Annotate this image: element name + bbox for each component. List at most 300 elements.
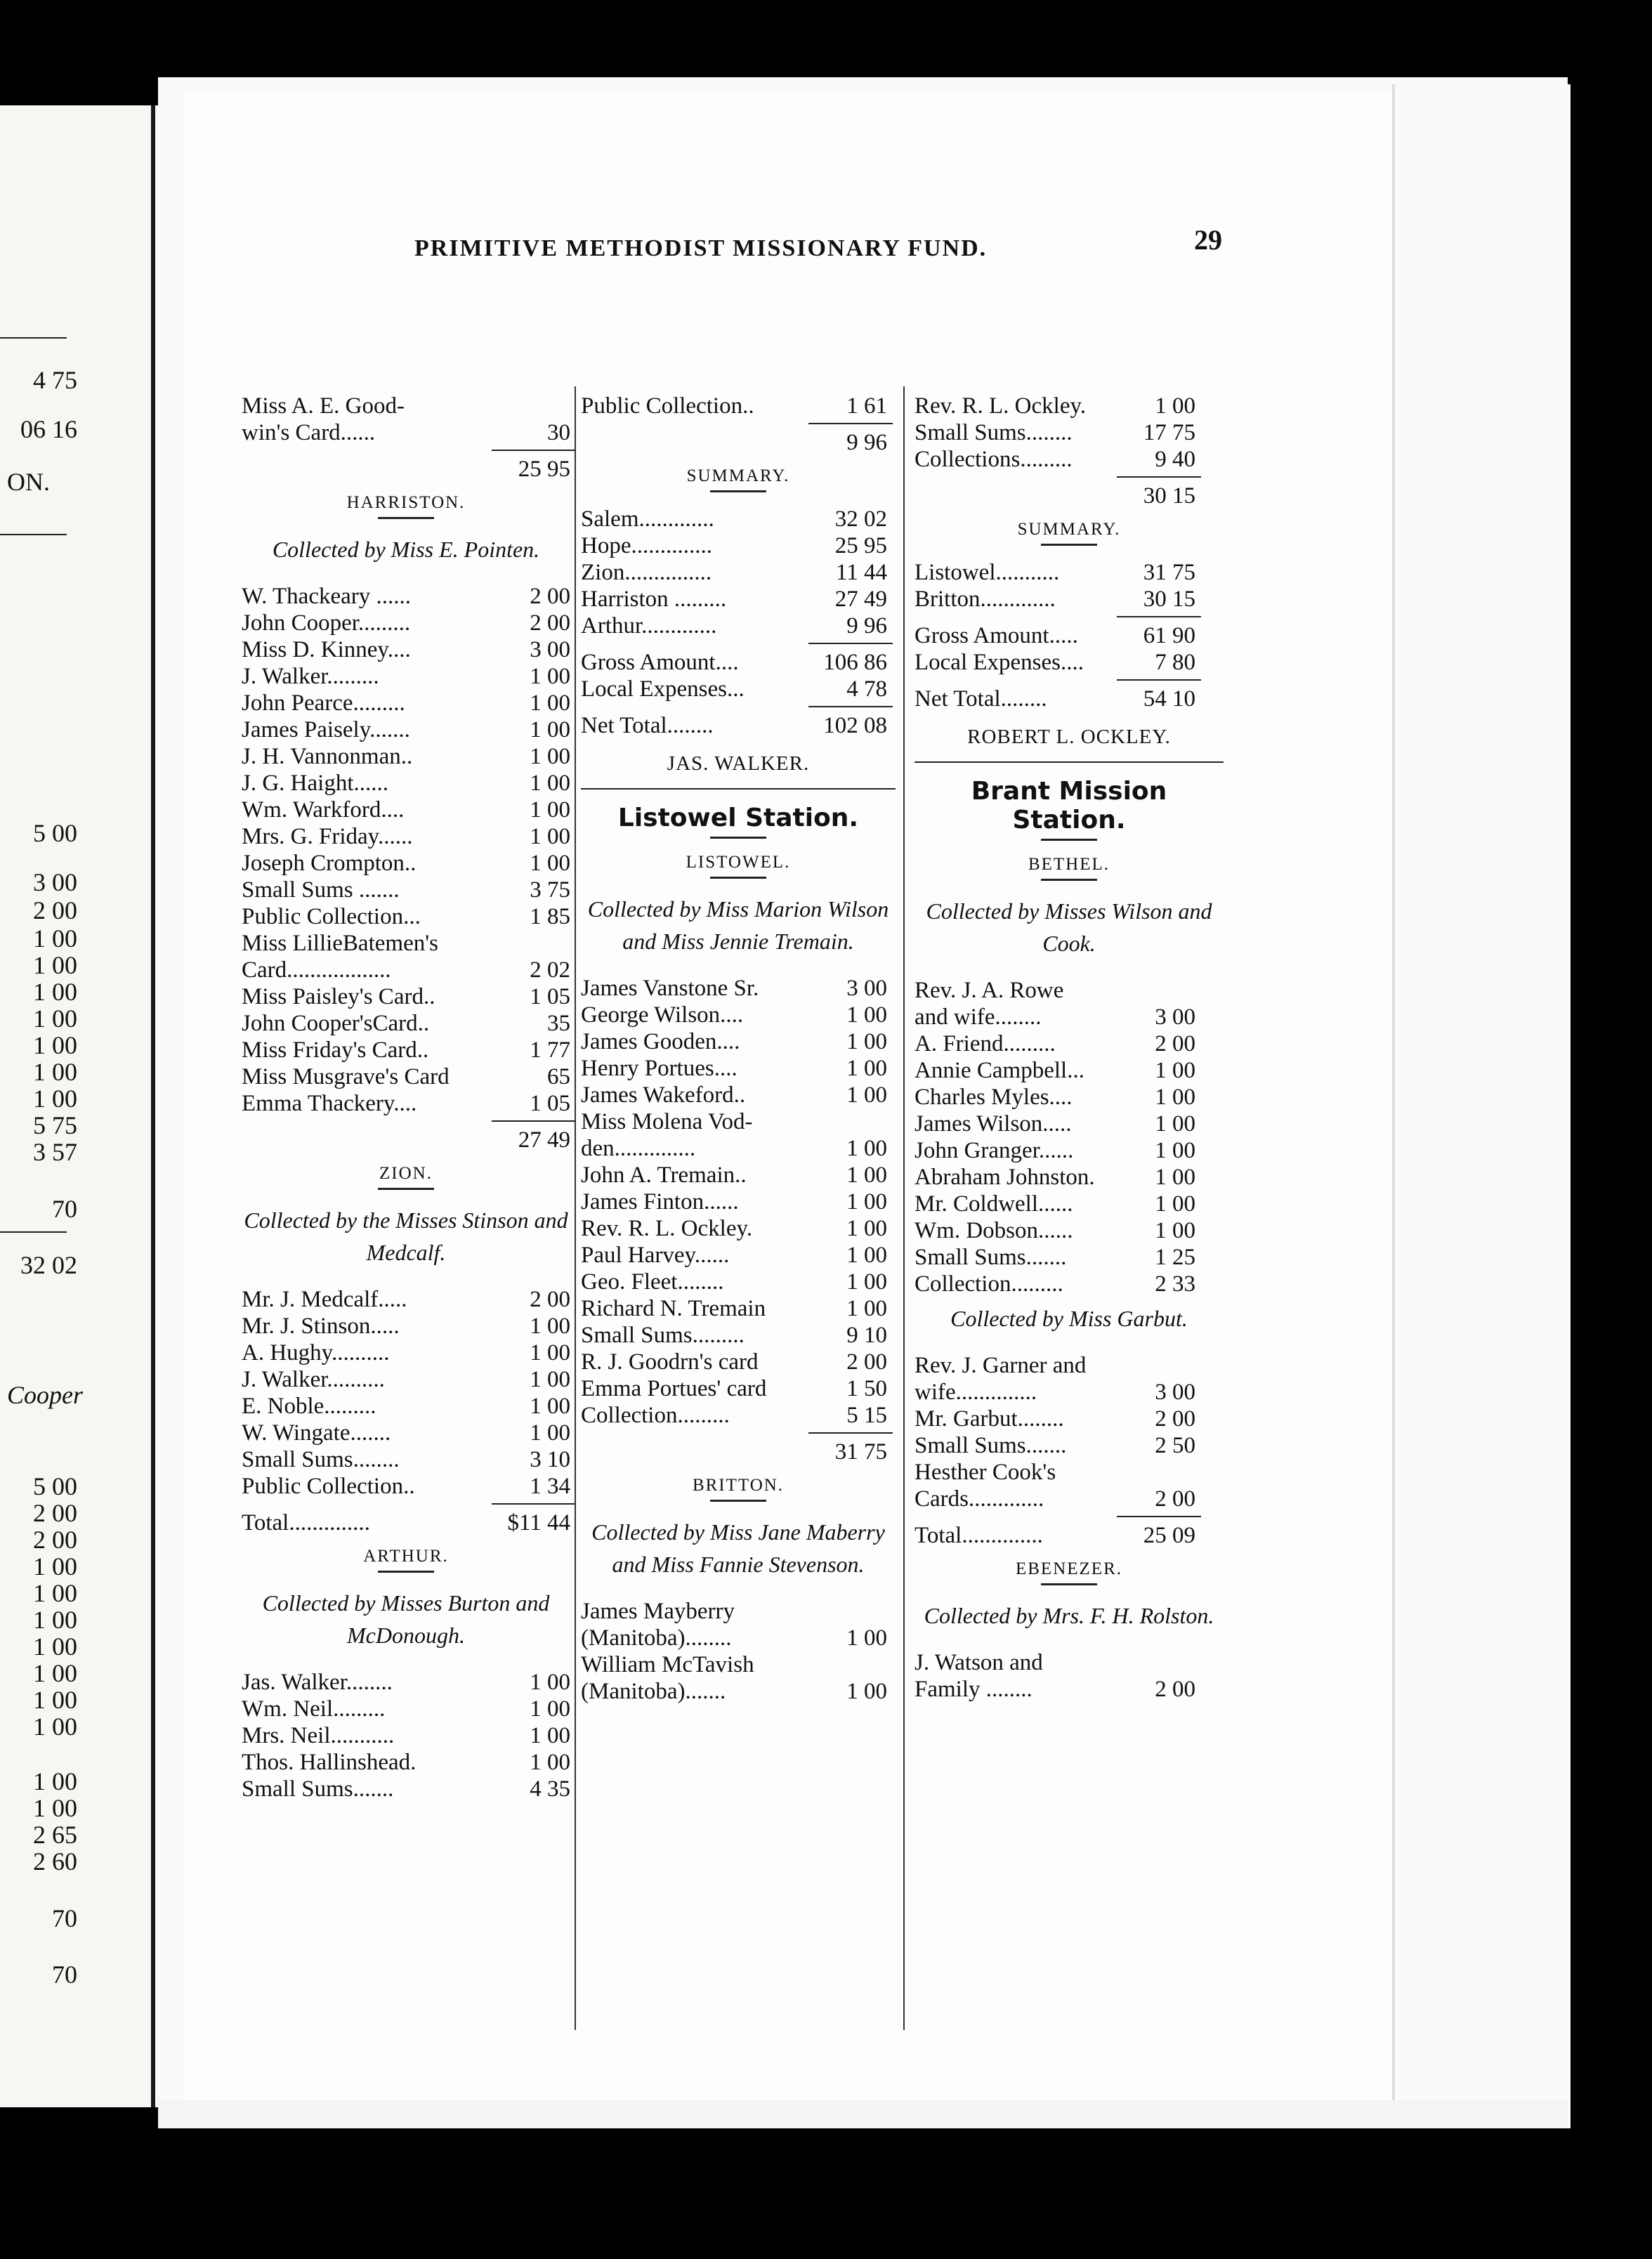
entry-name: Britton............. bbox=[914, 587, 1056, 612]
ledger-row bbox=[242, 393, 570, 420]
left-page-text: 1 00 bbox=[33, 978, 77, 1006]
ledger-row bbox=[242, 664, 570, 690]
entry-name: James Vanstone Sr. bbox=[581, 976, 759, 1001]
ledger-row bbox=[581, 430, 896, 457]
section-heading: EBENEZER. bbox=[1015, 1559, 1122, 1578]
entry-amount: 1 00 bbox=[530, 664, 570, 689]
entry-name: Listowel........... bbox=[914, 560, 1060, 585]
ledger-row bbox=[242, 1367, 570, 1394]
entry-amount: 1 00 bbox=[846, 1189, 887, 1214]
collector-note: Collected by Mrs. F. H. Rolston. bbox=[924, 1603, 1214, 1628]
ledger-row bbox=[581, 1136, 896, 1163]
sum-rule bbox=[914, 473, 1224, 483]
entry-amount: 3 10 bbox=[530, 1447, 570, 1472]
heading-rule bbox=[1041, 1583, 1097, 1585]
left-page-text: 06 16 bbox=[20, 415, 77, 443]
ledger-row bbox=[914, 420, 1224, 447]
ledger-row bbox=[242, 1670, 570, 1696]
ledger-row bbox=[242, 1723, 570, 1750]
ledger-row bbox=[581, 1652, 896, 1679]
entry-name: Total.............. bbox=[914, 1523, 1043, 1548]
ledger-row bbox=[242, 1394, 570, 1420]
entry-name: George Wilson.... bbox=[581, 1002, 744, 1028]
ledger-row bbox=[581, 1002, 896, 1029]
entry-amount: 30 bbox=[547, 420, 570, 445]
entry-name: Arthur............. bbox=[581, 613, 717, 639]
ledger-row bbox=[914, 1486, 1224, 1513]
entry-amount: 1 00 bbox=[530, 1367, 570, 1392]
entry-name: James Gooden.... bbox=[581, 1029, 740, 1054]
entry-amount: 1 00 bbox=[846, 1002, 887, 1028]
entry-name: (Manitoba)....... bbox=[581, 1679, 726, 1704]
entry-amount: 3 00 bbox=[1155, 1004, 1195, 1030]
ledger-row bbox=[242, 744, 570, 771]
entry-name: R. J. Goodrn's card bbox=[581, 1349, 759, 1375]
ledger-row bbox=[581, 1296, 896, 1323]
left-page-text: 1 00 bbox=[33, 1552, 77, 1580]
ledger-row bbox=[581, 1349, 896, 1376]
entry-amount: 30 15 bbox=[1143, 587, 1195, 612]
entry-amount: 1 00 bbox=[1155, 1058, 1195, 1083]
entry-amount: 1 00 bbox=[1155, 1191, 1195, 1217]
entry-amount: 17 75 bbox=[1143, 420, 1195, 445]
entry-name: Emma Thackery.... bbox=[242, 1091, 417, 1116]
section-heading: SUMMARY. bbox=[686, 466, 790, 485]
ledger-row bbox=[581, 1189, 896, 1216]
ledger-row bbox=[914, 1218, 1224, 1245]
entry-amount: 31 75 bbox=[834, 1439, 887, 1465]
entry-name: Mr. J. Stinson..... bbox=[242, 1314, 400, 1339]
left-page-text: ON. bbox=[7, 468, 50, 496]
entry-amount: 1 00 bbox=[530, 771, 570, 796]
entry-amount: 25 95 bbox=[518, 457, 570, 482]
entry-name: Miss Musgrave's Card bbox=[242, 1064, 450, 1089]
ledger-row bbox=[242, 1011, 570, 1037]
ledger-row bbox=[581, 393, 896, 420]
entry-name: Public Collection.. bbox=[581, 393, 754, 419]
ledger-row bbox=[914, 978, 1224, 1004]
entry-name: John A. Tremain.. bbox=[581, 1163, 747, 1188]
section-divider bbox=[581, 788, 896, 790]
entry-amount: 32 02 bbox=[834, 506, 887, 532]
ledger-row bbox=[242, 824, 570, 851]
ledger-row bbox=[914, 483, 1224, 510]
left-page-text: 1 00 bbox=[33, 1686, 77, 1714]
collector-note: Collected by Misses Wilson and Cook. bbox=[926, 898, 1212, 956]
entry-amount: 1 61 bbox=[846, 393, 887, 419]
left-page-text: 1 00 bbox=[33, 1004, 77, 1033]
left-page-text: 1 00 bbox=[33, 1031, 77, 1059]
ledger-row bbox=[242, 1696, 570, 1723]
entry-amount: 102 08 bbox=[823, 713, 887, 738]
entry-name: Collection......... bbox=[914, 1271, 1063, 1297]
entry-name: James Finton...... bbox=[581, 1189, 739, 1214]
sum-rule bbox=[581, 420, 896, 430]
column-middle bbox=[581, 393, 896, 1705]
left-page-text: 70 bbox=[52, 1195, 77, 1223]
entry-name: Henry Portues.... bbox=[581, 1056, 738, 1081]
entry-name: Wm. Dobson...... bbox=[914, 1218, 1073, 1243]
ledger-row bbox=[242, 797, 570, 824]
entry-amount: 1 00 bbox=[530, 1314, 570, 1339]
collector-note: Collected by Miss Jane Maberry and Miss Fannie Stevenson. bbox=[591, 1519, 885, 1577]
entry-name: James Wakeford.. bbox=[581, 1082, 746, 1108]
entry-amount: 1 00 bbox=[846, 1136, 887, 1161]
ledger-row bbox=[242, 1091, 570, 1118]
entry-name: William McTavish bbox=[581, 1652, 754, 1677]
entry-amount: 9 40 bbox=[1155, 447, 1195, 472]
entry-name: Public Collection.. bbox=[242, 1474, 415, 1499]
ledger-row bbox=[581, 613, 896, 640]
entry-name: Card.................. bbox=[242, 957, 391, 983]
left-page-text: 1 00 bbox=[33, 1713, 77, 1741]
entry-amount: 5 15 bbox=[846, 1403, 887, 1428]
entry-amount: $11 44 bbox=[507, 1510, 570, 1536]
ledger-row bbox=[581, 976, 896, 1002]
ledger-row bbox=[242, 1776, 570, 1803]
entry-amount: 2 00 bbox=[530, 1287, 570, 1312]
left-page-text: 4 75 bbox=[33, 366, 77, 394]
entry-amount: 54 10 bbox=[1143, 686, 1195, 712]
ledger-row bbox=[242, 931, 570, 957]
entry-name: Mr. J. Medcalf..... bbox=[242, 1287, 407, 1312]
ledger-row bbox=[914, 1085, 1224, 1111]
ledger-row bbox=[914, 447, 1224, 473]
entry-name: Public Collection... bbox=[242, 904, 421, 929]
entry-name: Rev. R. L. Ockley. bbox=[581, 1216, 753, 1241]
entry-name: Richard N. Tremain bbox=[581, 1296, 766, 1321]
entry-name: E. Noble......... bbox=[242, 1394, 376, 1419]
ledger-row bbox=[914, 650, 1224, 676]
entry-name: Mr. Garbut........ bbox=[914, 1406, 1064, 1432]
entry-name: Miss D. Kinney.... bbox=[242, 637, 411, 662]
entry-name: Small Sums......... bbox=[581, 1323, 745, 1348]
left-page-text: 1 00 bbox=[33, 924, 77, 952]
entry-amount: 106 86 bbox=[823, 650, 887, 675]
entry-amount: 35 bbox=[547, 1011, 570, 1036]
entry-name: Mr. Coldwell...... bbox=[914, 1191, 1073, 1217]
ledger-row bbox=[242, 457, 570, 483]
entry-name: win's Card...... bbox=[242, 420, 376, 445]
ledger-row bbox=[581, 1163, 896, 1189]
heading-rule bbox=[1041, 544, 1097, 546]
ledger-row bbox=[242, 984, 570, 1011]
ledger-row bbox=[914, 623, 1224, 650]
entry-amount: 2 50 bbox=[1155, 1433, 1195, 1458]
left-page-text: 2 60 bbox=[33, 1847, 77, 1875]
left-page-text: Cooper bbox=[7, 1381, 83, 1409]
station-heading: Listowel Station. bbox=[617, 804, 859, 832]
collector-note: Collected by Miss E. Pointen. bbox=[272, 537, 540, 562]
ledger-row bbox=[242, 1447, 570, 1474]
ledger-row bbox=[242, 904, 570, 931]
entry-name: wife.............. bbox=[914, 1380, 1037, 1405]
heading-rule bbox=[1041, 839, 1097, 841]
signature: ROBERT L. OCKLEY. bbox=[967, 726, 1171, 748]
ledger-row bbox=[914, 1406, 1224, 1433]
entry-name: Harriston ......... bbox=[581, 587, 727, 612]
entry-amount: 1 00 bbox=[846, 1679, 887, 1704]
ledger-row bbox=[581, 1109, 896, 1136]
heading-rule bbox=[1041, 879, 1097, 881]
entry-amount: 1 00 bbox=[530, 1394, 570, 1419]
entry-name: Local Expenses... bbox=[581, 676, 745, 702]
section-heading: ARTHUR. bbox=[363, 1547, 449, 1566]
section-heading: LISTOWEL. bbox=[686, 853, 791, 872]
collector-note: Collected by Miss Garbut. bbox=[950, 1306, 1188, 1331]
entry-name: den.............. bbox=[581, 1136, 696, 1161]
left-rule bbox=[0, 534, 67, 535]
entry-amount: 1 00 bbox=[530, 744, 570, 769]
ledger-row bbox=[581, 560, 896, 587]
ledger-row bbox=[581, 1599, 896, 1625]
cover-edge-bottom bbox=[158, 2100, 1568, 2128]
entry-amount: 1 85 bbox=[530, 904, 570, 929]
left-page-text: 1 00 bbox=[33, 1058, 77, 1086]
entry-amount: 27 49 bbox=[518, 1127, 570, 1153]
entry-amount: 25 09 bbox=[1143, 1523, 1195, 1548]
entry-name: Rev. R. L. Ockley. bbox=[914, 393, 1087, 419]
sum-rule bbox=[581, 703, 896, 713]
ledger-row bbox=[242, 957, 570, 984]
left-page-text: 1 00 bbox=[33, 1794, 77, 1822]
entry-amount: 1 00 bbox=[530, 1696, 570, 1722]
entry-amount: 1 00 bbox=[530, 824, 570, 849]
column-right bbox=[914, 393, 1224, 1703]
entry-amount: 3 75 bbox=[530, 877, 570, 903]
ledger-row bbox=[581, 533, 896, 560]
entry-name: Small Sums....... bbox=[914, 1433, 1067, 1458]
sum-rule bbox=[242, 1118, 570, 1127]
left-page-text: 2 00 bbox=[33, 1526, 77, 1554]
ledger-row bbox=[242, 717, 570, 744]
entry-name: Rev. J. Garner and bbox=[914, 1353, 1087, 1378]
entry-amount: 1 00 bbox=[846, 1029, 887, 1054]
ledger-row bbox=[581, 1625, 896, 1652]
heading-rule bbox=[710, 1500, 766, 1502]
ledger-row bbox=[581, 713, 896, 740]
ledger-row bbox=[242, 1037, 570, 1064]
entry-name: Abraham Johnston. bbox=[914, 1165, 1095, 1190]
ledger-row bbox=[581, 1029, 896, 1056]
entry-name: John Cooper......... bbox=[242, 610, 411, 636]
left-page-text: 70 bbox=[52, 1960, 77, 1989]
entry-amount: 1 34 bbox=[530, 1474, 570, 1499]
entry-amount: 65 bbox=[547, 1064, 570, 1089]
entry-name: W. Thackeary ...... bbox=[242, 584, 412, 609]
ledger-row bbox=[242, 1750, 570, 1776]
entry-name: James Mayberry bbox=[581, 1599, 735, 1624]
left-page-edge bbox=[0, 105, 151, 2107]
ledger-row bbox=[914, 1138, 1224, 1165]
entry-amount: 3 00 bbox=[530, 637, 570, 662]
ledger-row bbox=[914, 1650, 1224, 1677]
left-page-text: 1 00 bbox=[33, 1606, 77, 1634]
left-page-text: 5 00 bbox=[33, 819, 77, 847]
entry-name: Hesther Cook's bbox=[914, 1460, 1056, 1485]
ledger-row bbox=[914, 1245, 1224, 1271]
entry-amount: 9 10 bbox=[846, 1323, 887, 1348]
entry-name: Gross Amount..... bbox=[914, 623, 1078, 648]
entry-name: J. Walker......... bbox=[242, 664, 379, 689]
ledger-row bbox=[242, 1064, 570, 1091]
left-page-text: 1 00 bbox=[33, 1659, 77, 1687]
ledger-row bbox=[914, 587, 1224, 613]
left-rule bbox=[0, 337, 67, 339]
entry-name: Small Sums........ bbox=[914, 420, 1073, 445]
entry-amount: 1 00 bbox=[846, 1216, 887, 1241]
left-page-text: 2 65 bbox=[33, 1821, 77, 1849]
sum-rule bbox=[242, 447, 570, 457]
entry-amount: 27 49 bbox=[834, 587, 887, 612]
entry-name: (Manitoba)........ bbox=[581, 1625, 732, 1651]
signature: JAS. WALKER. bbox=[667, 752, 810, 775]
entry-amount: 3 00 bbox=[846, 976, 887, 1001]
entry-name: J. Watson and bbox=[914, 1650, 1043, 1675]
section-heading: SUMMARY. bbox=[1017, 520, 1121, 539]
ledger-row bbox=[581, 1376, 896, 1403]
entry-amount: 25 95 bbox=[834, 533, 887, 558]
entry-amount: 1 00 bbox=[530, 851, 570, 876]
ledger-row bbox=[914, 1380, 1224, 1406]
station-heading: Brant Mission Station. bbox=[971, 777, 1167, 834]
entry-name: Net Total........ bbox=[581, 713, 714, 738]
entry-amount: 2 00 bbox=[530, 584, 570, 609]
entry-amount: 2 00 bbox=[1155, 1677, 1195, 1702]
ledger-row bbox=[242, 1314, 570, 1340]
entry-name: Salem............. bbox=[581, 506, 714, 532]
ledger-row bbox=[581, 1082, 896, 1109]
entry-name: Cards............. bbox=[914, 1486, 1044, 1512]
entry-name: Family ........ bbox=[914, 1677, 1032, 1702]
entry-amount: 1 00 bbox=[846, 1625, 887, 1651]
section-heading: BETHEL. bbox=[1028, 855, 1110, 874]
page-header: PRIMITIVE METHODIST MISSIONARY FUND. bbox=[414, 235, 988, 261]
ledger-row bbox=[581, 1056, 896, 1082]
sum-rule bbox=[581, 1429, 896, 1439]
ledger-row bbox=[914, 1165, 1224, 1191]
ledger-row bbox=[581, 1243, 896, 1269]
left-rule bbox=[0, 1231, 67, 1233]
entry-name: Collection......... bbox=[581, 1403, 730, 1428]
entry-amount: 1 00 bbox=[846, 1296, 887, 1321]
entry-amount: 7 80 bbox=[1155, 650, 1195, 675]
entry-name: J. H. Vannonman.. bbox=[242, 744, 413, 769]
entry-name: Local Expenses.... bbox=[914, 650, 1084, 675]
entry-amount: 2 00 bbox=[1155, 1031, 1195, 1056]
ledger-row bbox=[914, 1004, 1224, 1031]
ledger-row bbox=[581, 1403, 896, 1429]
entry-amount: 2 00 bbox=[530, 610, 570, 636]
left-page-text: 70 bbox=[52, 1904, 77, 1932]
entry-name: Thos. Hallinshead. bbox=[242, 1750, 417, 1775]
left-page-text: 3 57 bbox=[33, 1138, 77, 1166]
entry-amount: 1 00 bbox=[1155, 1085, 1195, 1110]
ledger-row bbox=[581, 1269, 896, 1296]
ledger-row bbox=[581, 1439, 896, 1466]
entry-name: Paul Harvey...... bbox=[581, 1243, 730, 1268]
cover-edge-right bbox=[1392, 84, 1571, 2128]
collector-note: Collected by the Misses Stinson and Medcalf. bbox=[244, 1207, 568, 1265]
left-page-text: 2 00 bbox=[33, 896, 77, 924]
entry-name: Small Sums ....... bbox=[242, 877, 400, 903]
ledger-row bbox=[581, 1679, 896, 1705]
entry-name: Wm. Warkford.... bbox=[242, 797, 405, 823]
ledger-row bbox=[242, 690, 570, 717]
sum-rule bbox=[914, 676, 1224, 686]
entry-name: Small Sums........ bbox=[242, 1447, 400, 1472]
ledger-row bbox=[914, 1191, 1224, 1218]
entry-name: Small Sums....... bbox=[242, 1776, 394, 1802]
ledger-row bbox=[242, 420, 570, 447]
section-heading: ZION. bbox=[379, 1164, 433, 1183]
column-divider bbox=[575, 386, 576, 2030]
entry-name: Miss Paisley's Card.. bbox=[242, 984, 435, 1009]
left-page-text: 5 00 bbox=[33, 1472, 77, 1500]
section-divider bbox=[914, 761, 1224, 763]
entry-amount: 4 78 bbox=[846, 676, 887, 702]
ledger-row bbox=[914, 1433, 1224, 1460]
ledger-row bbox=[914, 1058, 1224, 1085]
left-page-text: 1 00 bbox=[33, 1579, 77, 1607]
left-page-text: 1 00 bbox=[33, 951, 77, 979]
entry-amount: 1 00 bbox=[530, 717, 570, 742]
ledger-row bbox=[581, 676, 896, 703]
entry-amount: 1 00 bbox=[530, 1750, 570, 1775]
column-divider bbox=[903, 386, 905, 2030]
left-page-text: 1 00 bbox=[33, 1632, 77, 1661]
entry-name: Emma Portues' card bbox=[581, 1376, 767, 1401]
ledger-row bbox=[242, 1127, 570, 1154]
left-page-text: 2 00 bbox=[33, 1499, 77, 1527]
entry-amount: 1 00 bbox=[1155, 1111, 1195, 1137]
ledger-row bbox=[242, 637, 570, 664]
heading-rule bbox=[710, 837, 766, 839]
ledger-row bbox=[242, 851, 570, 877]
entry-name: Collections......... bbox=[914, 447, 1073, 472]
collector-note: Collected by Misses Burton and McDonough. bbox=[262, 1590, 550, 1648]
ledger-row bbox=[581, 1323, 896, 1349]
entry-name: John Granger...... bbox=[914, 1138, 1074, 1163]
entry-amount: 1 00 bbox=[846, 1056, 887, 1081]
entry-amount: 1 00 bbox=[530, 1670, 570, 1695]
left-page-text: 1 00 bbox=[33, 1085, 77, 1113]
ledger-row bbox=[581, 587, 896, 613]
entry-name: A. Hughy.......... bbox=[242, 1340, 390, 1366]
ledger-row bbox=[242, 877, 570, 904]
entry-amount: 9 96 bbox=[846, 430, 887, 455]
ledger-row bbox=[242, 584, 570, 610]
entry-amount: 1 50 bbox=[846, 1376, 887, 1401]
entry-name: Jas. Walker........ bbox=[242, 1670, 393, 1695]
entry-amount: 2 02 bbox=[530, 957, 570, 983]
entry-name: Total.............. bbox=[242, 1510, 370, 1536]
entry-amount: 1 00 bbox=[530, 690, 570, 716]
entry-name: Rev. J. A. Rowe bbox=[914, 978, 1064, 1003]
ledger-row bbox=[914, 1677, 1224, 1703]
entry-amount: 1 00 bbox=[1155, 393, 1195, 419]
entry-name: J. G. Haight...... bbox=[242, 771, 388, 796]
entry-name: Miss LillieBatemen's bbox=[242, 931, 439, 956]
entry-name: Zion............... bbox=[581, 560, 712, 585]
heading-rule bbox=[378, 1571, 434, 1573]
sum-rule bbox=[914, 1513, 1224, 1523]
entry-amount: 9 96 bbox=[846, 613, 887, 639]
ledger-row bbox=[914, 1460, 1224, 1486]
ledger-row bbox=[242, 1340, 570, 1367]
section-heading: HARRISTON. bbox=[346, 493, 466, 512]
entry-name: Charles Myles.... bbox=[914, 1085, 1073, 1110]
